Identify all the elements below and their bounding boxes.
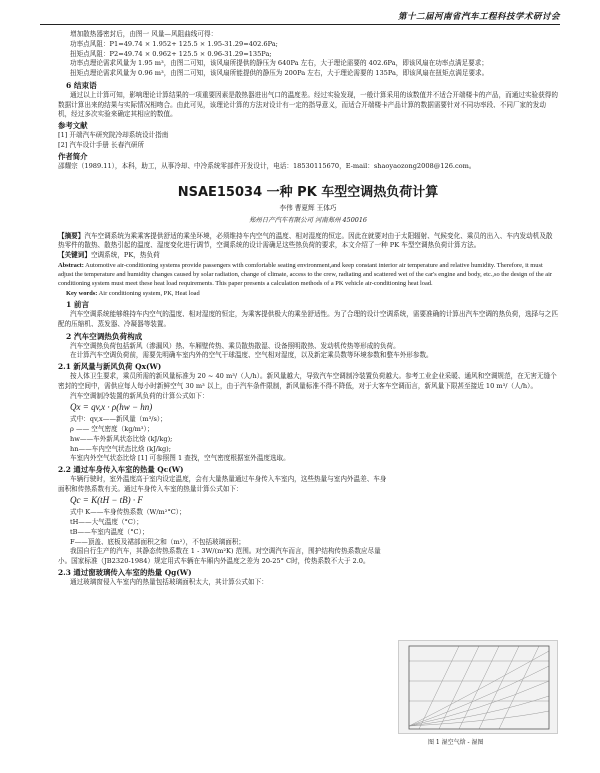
- psychrometric-chart-graphic: [399, 641, 557, 733]
- paragraph: 通过玻璃窗侵入车室内的热量包括玻璃面积太大，其计算公式如下：: [70, 577, 268, 586]
- keywords-en-label: Key words:: [66, 289, 98, 297]
- figure-caption: 图 1 湿空气焓 - 湿图: [428, 739, 484, 746]
- content: [58, 30, 558, 588]
- keywords-label: 【关键词】: [58, 251, 91, 260]
- keywords-en-text: Air conditioning system, PK, Heat load: [98, 289, 200, 297]
- article-title: NSAE15034 一种 PK 车型空调热负荷计算: [177, 185, 439, 201]
- author-bio-heading: 作者简介: [58, 151, 88, 161]
- reference-item: [2] 汽车设计手册 长春汽研所: [58, 140, 145, 149]
- references-heading: 参考文献: [58, 121, 88, 131]
- variable-def: F——顶盖、底板及裙部面积之和（m²），不包括玻璃面积；: [70, 537, 246, 546]
- abstract-en-text: Automotive air-conditioning systems provide passengers with comfortable seating environment,and keep constant interior air temperature and relative humidity. Therefore, it must adjust the temperature and humidity changes caused by solar radiation, change of climate, access to the crew, radiating and scattered wet of the car's engine and body, etc.,so the design of the air conditioning system must meet these heat load requirements. This paper presents a calculation methods of a PK vehicle air-conditioning heat load.: [58, 261, 552, 288]
- reference-item: [1] 开端汽车研究院冷却系统设计指南: [58, 130, 169, 139]
- paragraph: 按人体卫生要求，乘员所需的新风量标准为 20 ~ 40 m³/（人/h）。新风量越大，导致汽车空调制冷装置负荷越大。参考工业企业采暖、通风和空调规范，在无害无缝个密封的空间中，需供应每人每小时新鲜空气 30 m³ 以上，由于汽车条件限制，新风量标准不得不降低，对于大客车空调而言，新风量下限甚至接近 10 m³/（人/h）。: [58, 371, 557, 390]
- abstract: [58, 232, 558, 252]
- subsection-heading: 2.2 通过车身传入车室的热量 Qc(W): [58, 465, 184, 475]
- paragraph: 功率点理论需求风量为 1.95 m³，由图二可知，该风扇所提供的静压为 640Pa 左右，大于理论需要的 402.6Pa，即该风扇在功率点满足要求；: [70, 59, 488, 68]
- formula-text: 功率点风阻：P1=49.74 × 1.952+ 125.5 × 1.95-31.29=402.6Pa;: [70, 39, 278, 48]
- subsection-heading: 2.3 通过窗玻璃传入车室的热量 Qg(W): [58, 568, 192, 578]
- article-affiliation: 郑州日产汽车有限公司 河南郑州 450016: [249, 215, 367, 224]
- paragraph: 车辆行驶时，室外温度高于室内设定温度，会有大量热量通过车身传入车室内，这些热量与室内外温差、车身面积和传热系数有关。通过车身传入车室的热量计算公式如下：: [58, 474, 387, 493]
- keywords-text: 空调系统，PK，热负荷: [90, 251, 160, 260]
- section-heading: 2 汽车空调热负荷构成: [66, 331, 143, 341]
- paragraph: 在计算汽车空调负荷前，需要先明确车室内外的空气干球温度、空气相对湿度，以及新定乘员数等环境参数和整车外形参数。: [70, 351, 433, 360]
- abstract-text: 汽车空调系统为乘乘客提供舒适的乘坐环境，必须维持车内空气的温度、相对湿度的恒定。因此在就要对由于太阳辐射、气候变化、乘员的出入、车内发动机及散热零件的散热、散热引起的温度、湿度变化进行调节，空调系统的设计需确足这些热负荷的要求，本文介绍了一种 PK 车型空调热负荷计算方法。: [58, 231, 553, 250]
- paragraph: 汽车空调制冷装置的新风负荷的计算公式如下：: [70, 391, 209, 400]
- paragraph: 通过以上计算可知，影响理论计算结果的一项重要因素是散热器进出气口的温度差。经过实验发现，一般计算采用的该数值并不适合开端楼卡的产品，而通过实验获得的数据计算出来的结果与实际情况相吻合。由此可见，该理论计算的方法对设计有一定的指导意义，而适合开端楼卡产品计算的数据需要针对不同功率段、不同厂家的发动机，经过多次实验来确定其相应的数值。: [58, 90, 558, 119]
- section-heading: 6 结束语: [66, 80, 97, 90]
- paragraph: 汽车空调热负荷包括新风（渗漏风）热、车厢壁传热、乘员散热散湿、设备照明散热、发动机传热等形成的负荷。: [70, 341, 400, 350]
- section-heading: 1 前言: [66, 300, 90, 310]
- paragraph: 我国自行生产的汽车，其静态传热系数在 1 - 3W/(m²K) 范围。对空调汽车而言，围护结构传热系数应尽量小。国家标准（JB2320-1984）规定用式车辆在车厢内外温度之差为 20-25° C时，传热系数不大于 2.0。: [58, 547, 381, 566]
- variable-def: tH——大气温度（°C）；: [70, 518, 143, 527]
- running-header: 第十二届河南省汽车工程科技学术研讨会: [40, 10, 560, 25]
- variable-def: 式中：qv,x——新风量（m³/s）；: [70, 415, 167, 424]
- abstract-en-label: Abstract:: [58, 261, 84, 269]
- paragraph: 汽车空调系统能够维持车内空气的温度、相对湿度的恒定，为乘客提供极大的乘坐舒适性。为了合理的设计空调系统，需要准确的计算出汽车空调的热负荷，选择与之匹配的压缩机、蒸发器、冷凝器等装置。: [58, 310, 558, 328]
- paragraph: 扭矩点理论需求风量为 0.96 m³，由图二可知，该风扇所能提供的静压为 200Pa 左右，大于理论需要的 135Pa，即该风扇在扭矩点满足要求。: [70, 69, 489, 78]
- variable-def: hn——车内空气状态比焓 (kJ/kg);: [70, 444, 171, 453]
- narrow-column: [58, 465, 388, 588]
- formula: Qc = K(tH − tB) · F: [70, 495, 143, 506]
- subsection-heading: 2.1 新风量与新风负荷 Qx(W): [58, 362, 162, 372]
- formula: Qx = qv,x · ρ(hw − hn): [70, 402, 153, 413]
- variable-def: 车室内外空气状态比焓 [1] 可参照图 1 查找，空气密度根据室外温度选取。: [70, 454, 290, 463]
- psychrometric-chart-figure: [398, 640, 558, 734]
- keywords-en: [66, 289, 558, 299]
- author-bio: 邵耀宗（1989.11），本科，助工，从事冷却、中冷系统零部件开发设计，电话：18530115670，E-mail：shaoyaozong2008@126.com。: [58, 162, 476, 171]
- variable-def: tB——车室内温度（°C）；: [70, 527, 149, 536]
- variable-def: ρ —— 空气密度（kg/m³）；: [70, 424, 154, 433]
- variable-def: 式中 K——车身传热系数（W/m²°C）；: [70, 508, 186, 517]
- keywords: [58, 251, 558, 261]
- variable-def: hw——车外新风状态比焓 (kJ/kg);: [70, 434, 173, 443]
- paragraph: 增加散热器密封后，由图一 风量—风阻曲线可得：: [70, 30, 218, 38]
- formula-text: 扭矩点风阻：P2=49.74 × 0.962+ 125.5 × 0.96-31.29=135Pa;: [70, 49, 272, 58]
- abstract-en: [58, 261, 558, 289]
- article-authors: 李伟 曹夏辉 王体巧: [279, 203, 337, 212]
- abstract-label: 【摘要】: [58, 231, 85, 240]
